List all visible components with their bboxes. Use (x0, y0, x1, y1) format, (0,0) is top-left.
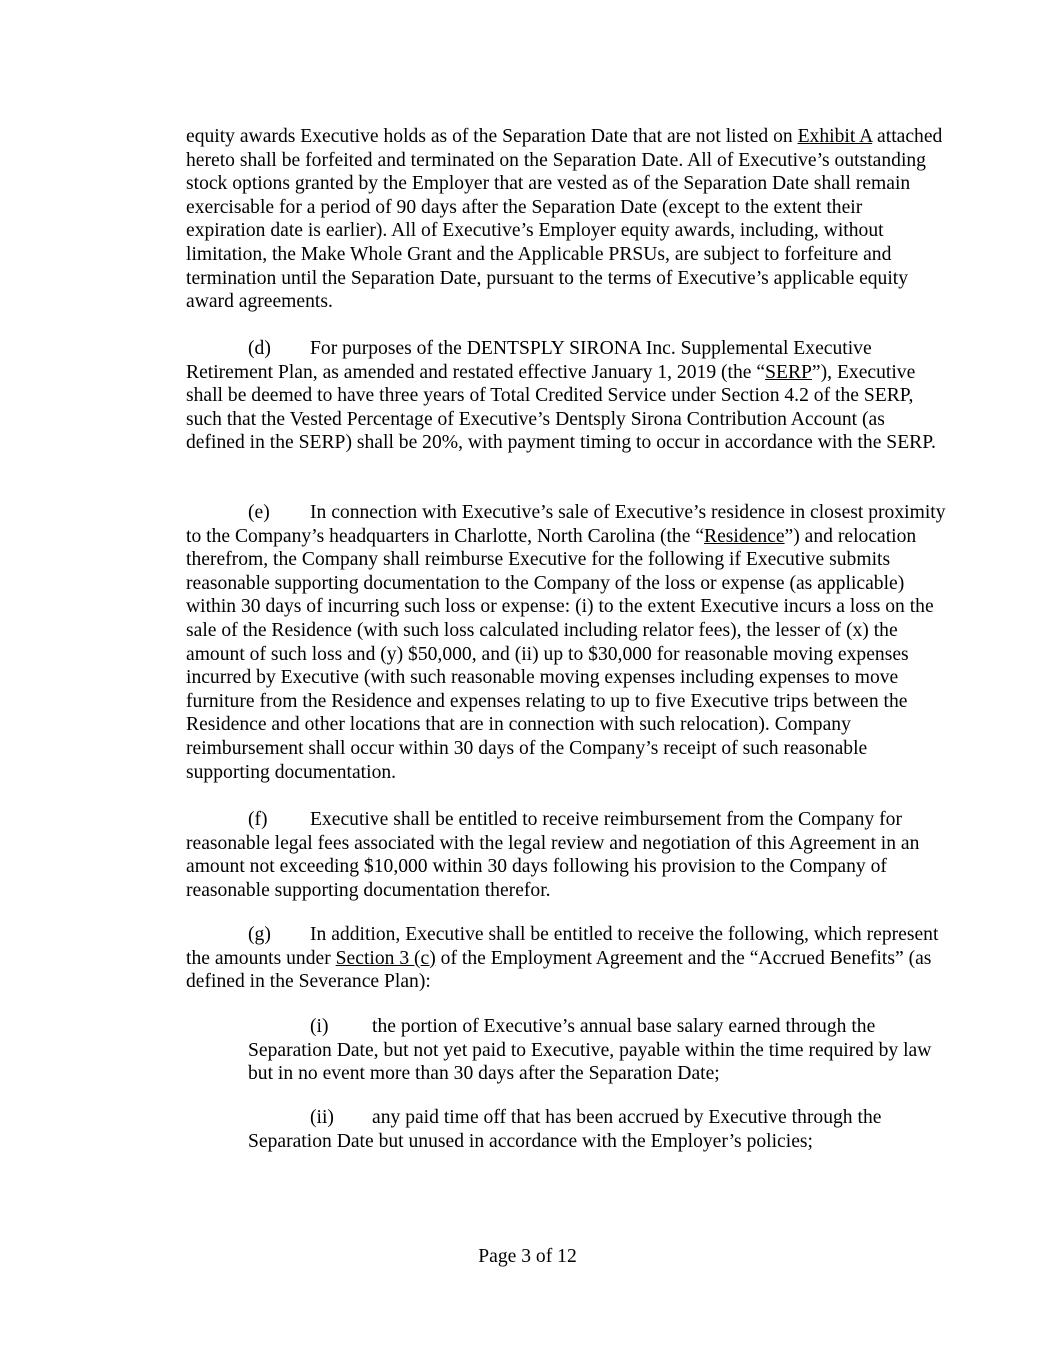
paragraph-label: (d) (248, 338, 271, 359)
paragraph-label: (i) (310, 1016, 329, 1037)
paragraph-g (186, 923, 946, 994)
text-run: For purposes of the DENTSPLY SIRONA Inc. Supplemental Executive Retirement Plan, as amended and restated effective January 1, 2019 (the “ (186, 338, 872, 383)
text-run: the portion of Executive’s annual base salary earned through the Separation Date, but not yet paid to Executive, payable within the time required by law but in no event more than 30 days after the Separation Date; (248, 1016, 932, 1085)
paragraph-label: (g) (248, 924, 271, 945)
paragraph-d (186, 337, 946, 455)
subparagraph-ii (248, 1106, 938, 1153)
paragraph-label: (e) (248, 502, 270, 523)
section-3c-reference: Section 3 (c) (335, 947, 436, 969)
paragraph-label: (f) (248, 809, 268, 830)
text-run: equity awards Executive holds as of the Separation Date that are not listed on (186, 126, 798, 147)
paragraph-label: (ii) (310, 1107, 334, 1128)
text-run: of the Employment Agreement and the “Accrued Benefits” (as defined in the Severance Plan): (186, 947, 932, 993)
exhibit-a-reference: Exhibit A (797, 126, 873, 147)
text-run: ”) and relocation therefrom, the Company shall reimburse Executive for the following if Executive submits reasonable supporting documentation to the Company of the loss or expense (as applicable) within 30 days of incurring such loss or expense: (i) to the extent Executive incurs a loss on the sale of the Residence (with such loss calculated including relator fees), the lesser of (x) the amount of such loss and (y) $50,000, and (ii) up to $30,000 for reasonable moving expenses incurred by Executive (with such reasonable moving expenses including expenses to move furniture from the Residence and expenses relating to up to five Executive trips between the Residence and other locations that are in connection with such relocation). Company reimbursement shall occur within 30 days of the Company’s receipt of such reasonable supporting documentation. (186, 525, 934, 783)
subparagraph-i (248, 1015, 938, 1086)
text-run: attached hereto shall be forfeited and terminated on the Separation Date. All of Executive’s outstanding stock options granted by the Employer that are vested as of the Separation Date shall remain exercisable for a period of 90 days after the Separation Date (except to the extent their expiration date is earlier). All of Executive’s Employer equity awards, including, without limitation, the Make Whole Grant and the Applicable PRSUs, are subject to forfeiture and termination until the Separation Date, pursuant to the terms of Executive’s applicable equity award agreements. (186, 126, 943, 313)
text-run: ”), Executive shall be deemed to have three years of Total Credited Service under Section 4.2 of the SERP, such that the Vested Percentage of Executive’s Dentsply Sirona Contribution Account (as defined in the SERP) shall be 20%, with payment timing to occur in accordance with the SERP. (186, 361, 936, 454)
text-run: any paid time off that has been accrued by Executive through the Separation Date but unused in accordance with the Employer’s policies; (248, 1107, 882, 1152)
text-run: Executive shall be entitled to receive reimbursement from the Company for reasonable legal fees associated with the legal review and negotiation of this Agreement in an amount not exceeding $10,000 within 30 days following his provision to the Company of reasonable supporting documentation therefor. (186, 809, 920, 901)
text-run: In addition, Executive shall be entitled to receive the following, which represent the amounts under (186, 924, 939, 969)
residence-defined-term: Residence (704, 525, 785, 547)
paragraph-c-continuation (186, 125, 946, 314)
serp-defined-term: SERP (765, 361, 812, 383)
paragraph-f (186, 808, 946, 902)
page-number: Page 3 of 12 (478, 1246, 577, 1267)
text-run: In connection with Executive’s sale of Executive’s residence in closest proximity to the Company’s headquarters in Charlotte, North Carolina (the “ (186, 502, 946, 547)
paragraph-e (186, 501, 946, 784)
